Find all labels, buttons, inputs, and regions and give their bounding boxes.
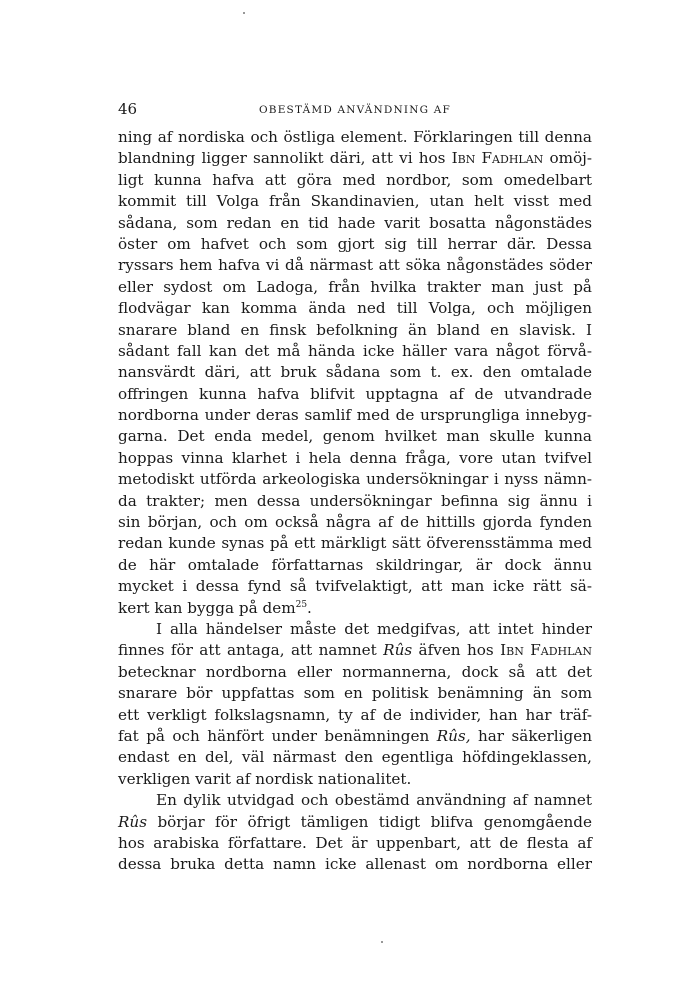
text-line: verkligen varit af nordisk nationalitet. [118, 769, 412, 788]
text-line: ett verkligt folkslagsnamn, ty af de individer, han har träf- [118, 705, 592, 724]
text-line: sådant fall kan det må hända icke häller vara något förvå- [118, 341, 592, 360]
text-line: hoppas vinna klarhet i hela denna fråga, vore utan tvifvel [118, 448, 592, 467]
italic-term: Rûs [118, 812, 148, 831]
text-line: eller sydost om Ladoga, från hvilka trakter man just på [118, 277, 592, 296]
text-line: sådana, som redan en tid hade varit bosatta någonstädes [118, 213, 592, 232]
text-segment: äfven hos [412, 641, 501, 660]
text-line: flodvägar kan komma ända ned till Volga, och möjligen [118, 299, 592, 318]
italic-term: Rûs [383, 641, 413, 660]
text-segment: fat på och hänfört under benämningen [118, 726, 437, 745]
text-segment: finnes för att antaga, att namnet [118, 641, 384, 660]
text-segment: har säkerligen [470, 726, 593, 745]
text-line: betecknar nordborna eller normannerna, dock så att det [118, 662, 592, 681]
text-line [118, 640, 592, 661]
text-line: metodiskt utförda arkeologiska undersökningar i nyss nämn- [118, 470, 592, 489]
text-line: nansvärdt däri, att bruk sådana som t. ex. den omtalade [118, 363, 592, 382]
text-line: öster om hafvet och som gjort sig till herrar där. Dessa [118, 234, 592, 253]
text-line: da trakter; men dessa undersökningar befinna sig ännu i [118, 491, 592, 510]
text-line: endast en del, väl närmast den egentliga höfdingeklassen, [118, 748, 592, 767]
text-segment: blandning ligger sannolikt däri, att vi hos [118, 149, 452, 168]
text-line: ligt kunna hafva att göra med nordbor, som omedelbart [118, 170, 592, 189]
text-line: I alla händelser måste det medgifvas, att intet hinder [156, 619, 592, 638]
text-line: nordborna under deras samlif med de ursprungliga innebyg- [118, 406, 592, 425]
text-line: de här omtalade författarnas skildringar, är dock ännu [118, 555, 592, 574]
footnote-reference: 25 [295, 599, 308, 610]
running-head: OBESTÄMD ANVÄNDNING AF [258, 104, 452, 116]
text-line: sin början, och om också några af de hittills gjorda fynden [118, 513, 592, 532]
page-number: 46 [118, 100, 138, 118]
text-line: snarare bör uppfattas som en politisk benämning än som [118, 684, 592, 703]
text-line [118, 726, 592, 747]
body-text [118, 127, 592, 876]
text-line: mycket i dessa fynd så tvifvelaktigt, att man icke rätt sä- [118, 577, 592, 596]
text-segment: kert kan bygga på dem [118, 598, 296, 617]
text-line: dessa bruka detta namn icke allenast om nordborna eller [118, 855, 592, 874]
page-header [118, 100, 592, 120]
text-line: ning af nordiska och östliga element. Förklaringen till denna [118, 128, 592, 146]
paragraph-1 [118, 127, 592, 619]
paper-speck-bottom [381, 941, 383, 943]
text-segment: börjar för öfrigt tämligen tidigt blifva genomgående [147, 812, 592, 831]
text-line: En dylik utvidgad och obestämd användning af namnet [156, 791, 592, 810]
text-line: hos arabiska författare. Det är uppenbart, att de flesta af [118, 833, 592, 852]
text-line [118, 812, 592, 833]
text-segment: omöj- [543, 149, 593, 168]
italic-term: Rûs, [436, 726, 471, 745]
text-line [118, 598, 592, 619]
text-segment: . [307, 598, 312, 617]
paper-speck-top [243, 12, 245, 14]
text-line: offringen kunna hafva blifvit upptagna af de utvandrade [118, 384, 592, 403]
text-line: kommit till Volga från Skandinavien, utan helt visst med [118, 192, 592, 211]
paragraph-2 [118, 619, 592, 790]
text-line: garna. Det enda medel, genom hvilket man skulle kunna [118, 427, 592, 446]
paragraph-3 [118, 790, 592, 876]
text-line: snarare bland en finsk befolkning än bland en slavisk. I [118, 320, 592, 339]
text-line: ryssars hem hafva vi då närmast att söka någonstädes söder [118, 256, 592, 275]
author-name-smallcaps: Ibn Fadhlan [500, 641, 592, 660]
author-name-smallcaps: Ibn Fadhlan [451, 149, 544, 168]
text-line [118, 148, 592, 169]
text-line: redan kunde synas på ett märkligt sätt öfverensstämma med [118, 534, 592, 553]
